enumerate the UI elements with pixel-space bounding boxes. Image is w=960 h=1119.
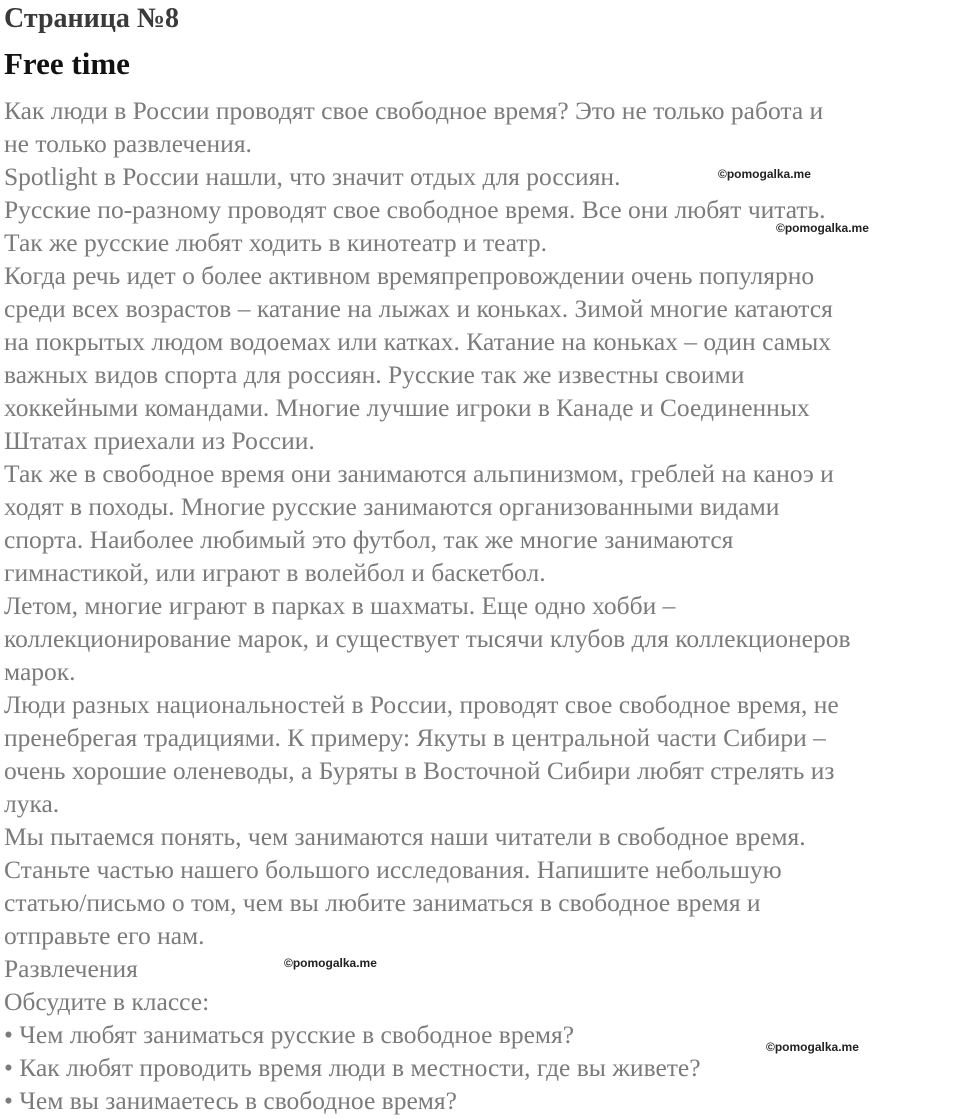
watermark: ©pomogalka.me [284,956,377,970]
text-line: Когда речь идет о более активном времяпрепровождении очень популярно [4,261,815,290]
article-body [4,94,960,1117]
text-line: на покрытых людом водоемах или катках. Катание на коньках – один самых [4,327,832,356]
text-line: среди всех возрастов – катание на лыжах и коньках. Зимой многие катаются [4,294,833,323]
text-line: Обсудите в классе: [4,987,210,1016]
text-line: марок. [4,657,76,686]
watermark: ©pomogalka.me [776,221,869,235]
text-line: • Как любят проводить время люди в местности, где вы живете? [4,1053,701,1082]
watermark: ©pomogalka.me [766,1040,859,1054]
text-line: • Чем вы занимаетесь в свободное время? [4,1086,457,1115]
text-line: Станьте частью нашего большого исследования. Напишите небольшую [4,855,782,884]
text-line: статью/письмо о том, чем вы любите заниматься в свободное время и [4,888,761,917]
text-line: отправьте его нам. [4,921,205,950]
text-line: хоккейными командами. Многие лучшие игроки в Канаде и Соединенных [4,393,810,422]
text-line: ходят в походы. Многие русские занимаются организованными видами [4,492,780,521]
text-line: Люди разных национальностей в России, проводят свое свободное время, не [4,690,839,719]
section-title: Free time [4,46,130,81]
text-line: Развлечения [4,954,138,983]
text-line: не только развлечения. [4,129,252,158]
page-title: Страница №8 [4,3,180,34]
text-line: Русские по-разному проводят свое свободное время. Все они любят читать. [4,195,826,224]
text-line: • Чем любят заниматься русские в свободное время? [4,1020,575,1049]
text-line: Штатах приехали из России. [4,426,315,455]
watermark: ©pomogalka.me [718,167,811,181]
text-line: Как люди в России проводят свое свободное время? Это не только работа и [4,96,824,125]
text-line: спорта. Наиболее любимый это футбол, так же многие занимаются [4,525,734,554]
text-line: гимнастикой, или играют в волейбол и баскетбол. [4,558,546,587]
text-line: очень хорошие оленеводы, а Буряты в Восточной Сибири любят стрелять из [4,756,835,785]
text-line: Летом, многие играют в парках в шахматы. Еще одно хобби – [4,591,676,620]
text-line: коллекционирование марок, и существует тысячи клубов для коллекционеров [4,624,851,653]
text-line: Так же русские любят ходить в кинотеатр и театр. [4,228,548,257]
text-line: пренебрегая традициями. К примеру: Якуты в центральной части Сибири – [4,723,826,752]
text-line: лука. [4,789,60,818]
text-line: Так же в свободное время они занимаются альпинизмом, греблей на каноэ и [4,459,834,488]
text-line: Мы пытаемся понять, чем занимаются наши читатели в свободное время. [4,822,806,851]
text-line: Spotlight в России нашли, что значит отдых для россиян. [4,162,621,191]
text-line: важных видов спорта для россиян. Русские так же известны своими [4,360,745,389]
